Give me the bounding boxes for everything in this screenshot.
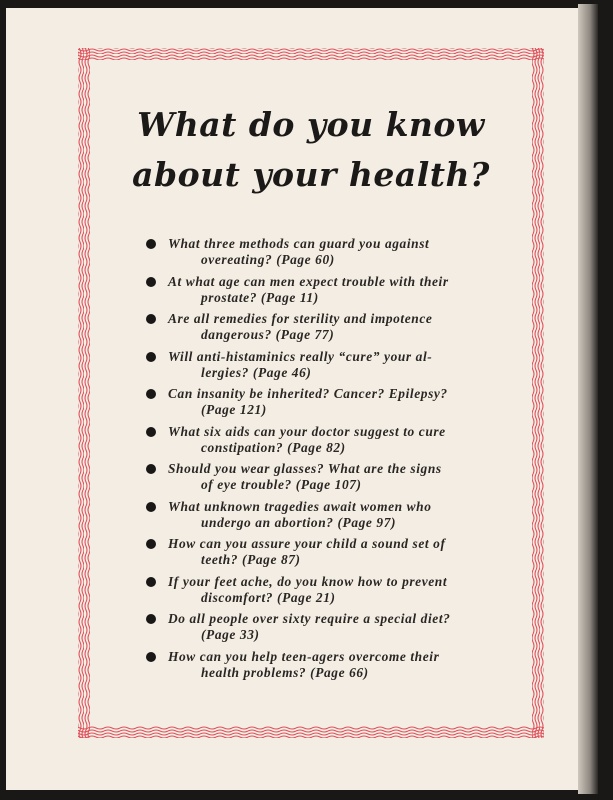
question-text-continued: (Page 33) bbox=[201, 627, 260, 642]
list-item bbox=[146, 311, 516, 349]
question-text-continued: teeth? (Page 87) bbox=[201, 552, 301, 567]
list-item bbox=[146, 274, 516, 312]
list-item bbox=[146, 499, 516, 537]
bullet-icon bbox=[146, 314, 156, 324]
question-text: What six aids can your doctor suggest to cure bbox=[168, 423, 446, 439]
question-text-continued: prostate? (Page 11) bbox=[201, 289, 319, 305]
book-spine-edge bbox=[578, 4, 598, 794]
list-item bbox=[146, 386, 516, 424]
question-text-continued: overeating? (Page 60) bbox=[201, 252, 335, 267]
question-text: Do all people over sixty require a special diet? bbox=[168, 611, 451, 626]
bullet-icon bbox=[146, 239, 156, 249]
page-title bbox=[72, 100, 550, 200]
question-text: If your feet ache, do you know how to prevent bbox=[168, 573, 448, 589]
question-text: Are all remedies for sterility and impotence bbox=[168, 311, 433, 326]
question-text: What unknown tragedies await women who bbox=[168, 498, 432, 514]
list-item bbox=[146, 349, 516, 387]
question-text: How can you help teen-agers overcome their bbox=[168, 648, 440, 664]
question-text: What three methods can guard you against bbox=[168, 236, 430, 251]
bullet-icon bbox=[146, 352, 156, 362]
question-text: Should you wear glasses? What are the signs bbox=[168, 461, 442, 476]
list-item bbox=[146, 424, 516, 462]
list-item bbox=[146, 461, 516, 499]
bullet-icon bbox=[146, 614, 156, 624]
bullet-icon bbox=[146, 277, 156, 287]
question-text-continued: health problems? (Page 66) bbox=[201, 664, 369, 680]
question-text-continued: (Page 121) bbox=[201, 402, 267, 417]
list-item bbox=[146, 574, 516, 612]
question-list bbox=[146, 236, 516, 686]
bullet-icon bbox=[146, 502, 156, 512]
bullet-icon bbox=[146, 539, 156, 549]
question-text: At what age can men expect trouble with their bbox=[168, 273, 449, 289]
bullet-icon bbox=[146, 389, 156, 399]
question-text: Will anti-histaminics really “cure” your al- bbox=[168, 348, 433, 364]
bullet-icon bbox=[146, 652, 156, 662]
question-text: How can you assure your child a sound set of bbox=[168, 536, 446, 551]
question-text-continued: of eye trouble? (Page 107) bbox=[201, 477, 362, 492]
bullet-icon bbox=[146, 427, 156, 437]
question-text-continued: dangerous? (Page 77) bbox=[201, 327, 335, 342]
list-item bbox=[146, 536, 516, 574]
title-line-1: What do you know bbox=[137, 105, 485, 144]
question-text-continued: constipation? (Page 82) bbox=[201, 439, 346, 455]
bullet-icon bbox=[146, 577, 156, 587]
title-line-2: about your health? bbox=[132, 155, 490, 194]
question-text: Can insanity be inherited? Cancer? Epilepsy? bbox=[168, 386, 448, 401]
list-item bbox=[146, 611, 516, 649]
bullet-icon bbox=[146, 464, 156, 474]
list-item bbox=[146, 649, 516, 687]
list-item bbox=[146, 236, 516, 274]
question-text-continued: discomfort? (Page 21) bbox=[201, 589, 336, 605]
question-text-continued: undergo an abortion? (Page 97) bbox=[201, 514, 397, 530]
question-text-continued: lergies? (Page 46) bbox=[201, 364, 312, 380]
